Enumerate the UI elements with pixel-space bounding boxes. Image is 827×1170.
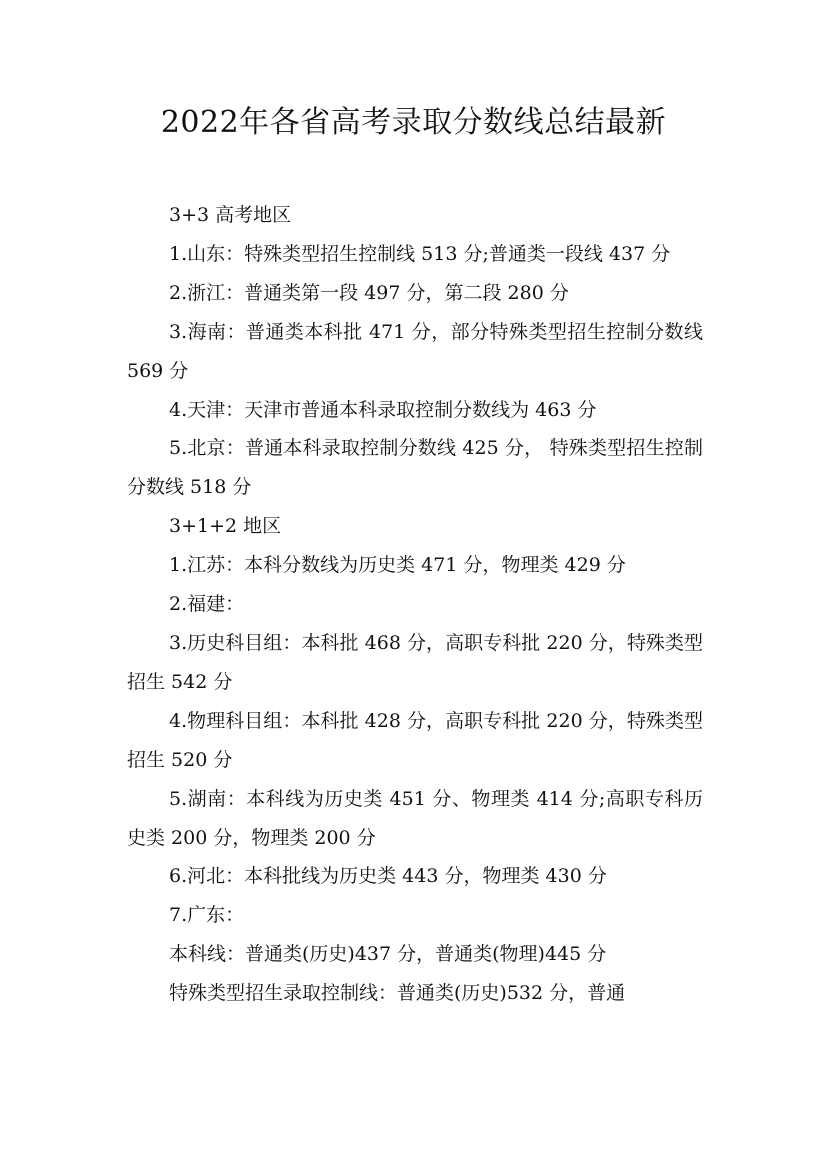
- paragraph-fujian: 2.福建：: [169, 593, 245, 616]
- paragraph-tianjin: 4.天津：天津市普通本科录取控制分数线为 463 分: [169, 398, 597, 421]
- paragraph-shandong: 1.山东：特殊类型招生控制线 513 分;普通类一段线 437 分: [169, 242, 671, 265]
- document-body: [127, 196, 703, 1013]
- paragraph-beijing: 5.北京：普通本科录取控制分数线 425 分， 特殊类型招生控制分数线 518 分: [127, 437, 703, 499]
- document-title: 2022年各省高考录取分数线总结最新: [160, 105, 667, 140]
- paragraph-guangdong-special: 特殊类型招生录取控制线：普通类(历史)532 分，普通: [169, 982, 626, 1005]
- paragraph-hunan: 5.湖南：本科线为历史类 451 分、物理类 414 分;高职专科历史类 200 分，物理类 200 分: [127, 787, 703, 849]
- paragraph-guangdong-undergrad: 本科线：普通类(历史)437 分，普通类(物理)445 分: [169, 943, 607, 966]
- paragraph-hainan: 3.海南：普通类本科批 471 分，部分特殊类型招生控制分数线 569 分: [127, 320, 703, 382]
- section-heading-3-1-2: 3+1+2 地区: [169, 515, 282, 538]
- paragraph-zhejiang: 2.浙江：普通类第一段 497 分，第二段 280 分: [169, 281, 569, 304]
- paragraph-jiangsu: 1.江苏：本科分数线为历史类 471 分，物理类 429 分: [169, 554, 626, 577]
- section-heading-3-3: 3+3 高考地区: [169, 204, 292, 226]
- paragraph-hebei: 6.河北：本科批线为历史类 443 分，物理类 430 分: [169, 865, 607, 888]
- paragraph-history-group: 3.历史科目组：本科批 468 分，高职专科批 220 分，特殊类型招生 542 分: [127, 631, 703, 693]
- paragraph-guangdong: 7.广东：: [169, 904, 245, 927]
- paragraph-physics-group: 4.物理科目组：本科批 428 分，高职专科批 220 分，特殊类型招生 520 分: [127, 709, 703, 771]
